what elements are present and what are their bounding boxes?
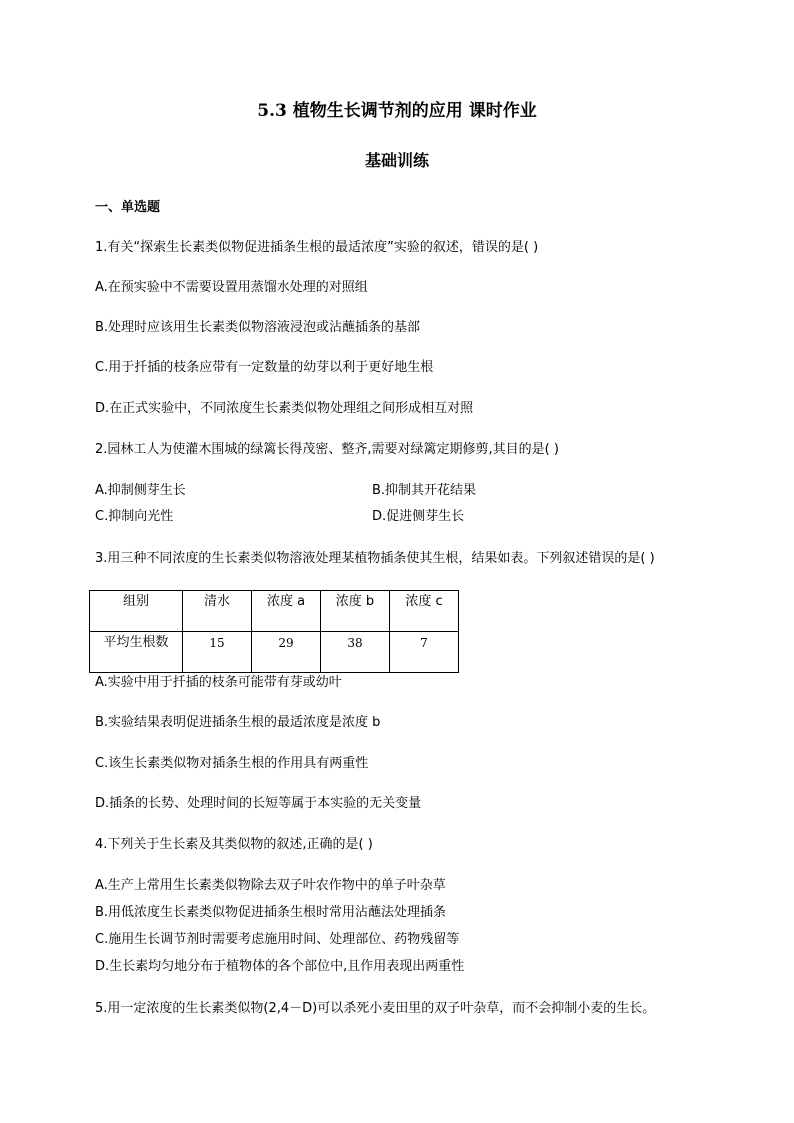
question-4-stem: 4.下列关于生长素及其类似物的叙述,正确的是( ) [95,837,373,852]
question-1-option-b: B.处理时应该用生长素类似物溶液浸泡或沾蘸插条的基部 [95,320,421,335]
question-4-option-d: D.生长素均匀地分布于植物体的各个部位中,且作用表现出两重性 [95,959,465,974]
question-1-stem: 1.有关“探索生长素类似物促进插条生根的最适浓度”实验的叙述，错误的是( ) [95,240,539,255]
question-3-table [89,590,459,673]
section-heading: 一、单选题 [95,200,161,215]
table-row [90,632,459,673]
question-4-option-b: B.用低浓度生长素类似物促进插条生根时常用沾蘸法处理插条 [95,905,447,920]
document-subtitle: 基础训练 [364,151,429,170]
table-header-cell: 浓度 b [321,591,390,632]
question-3-option-b: B.实验结果表明促进插条生根的最适浓度是浓度 b [95,715,381,730]
document-title: 5.3 植物生长调节剂的应用 课时作业 [257,101,537,121]
table-cell: 15 [183,632,252,673]
question-3-option-a: A.实验中用于扦插的枝条可能带有芽或幼叶 [95,675,342,690]
table-cell: 29 [252,632,321,673]
question-3-option-c: C.该生长素类似物对插条生根的作用具有两重性 [95,756,369,771]
table-row-label: 平均生根数 [90,632,183,673]
question-1-option-a: A.在预实验中不需要设置用蒸馏水处理的对照组 [95,280,368,295]
table-header-cell: 组别 [90,591,183,632]
question-2-stem: 2.园林工人为使灌木围城的绿篱长得茂密、整齐,需要对绿篱定期修剪,其目的是( ) [95,442,559,457]
table-cell: 38 [321,632,390,673]
table-header-row [90,591,459,632]
table-header-cell: 浓度 c [390,591,459,632]
question-5-stem: 5.用一定浓度的生长素类似物(2,4－D)可以杀死小麦田里的双子叶杂草，而不会抑制小麦的生长。 [95,1001,656,1016]
question-2-option-d: D.促进侧芽生长 [372,509,465,524]
question-1-option-c: C.用于扦插的枝条应带有一定数量的幼芽以利于更好地生根 [95,360,434,375]
table-header-cell: 清水 [183,591,252,632]
table-cell: 7 [390,632,459,673]
question-1-option-d: D.在正式实验中，不同浓度生长素类似物处理组之间形成相互对照 [95,401,474,416]
question-2-option-a: A.抑制侧芽生长 [95,483,186,498]
table-header-cell: 浓度 a [252,591,321,632]
question-3-stem: 3.用三种不同浓度的生长素类似物溶液处理某植物插条使其生根，结果如表。下列叙述错误的是( ) [95,551,655,566]
question-3-option-d: D.插条的长势、处理时间的长短等属于本实验的无关变量 [95,796,422,811]
question-4-option-a: A.生产上常用生长素类似物除去双子叶农作物中的单子叶杂草 [95,878,446,893]
question-4-option-c: C.施用生长调节剂时需要考虑施用时间、处理部位、药物残留等 [95,932,460,947]
question-2-option-b: B.抑制其开花结果 [372,483,477,498]
question-2-option-c: C.抑制向光性 [95,509,174,524]
